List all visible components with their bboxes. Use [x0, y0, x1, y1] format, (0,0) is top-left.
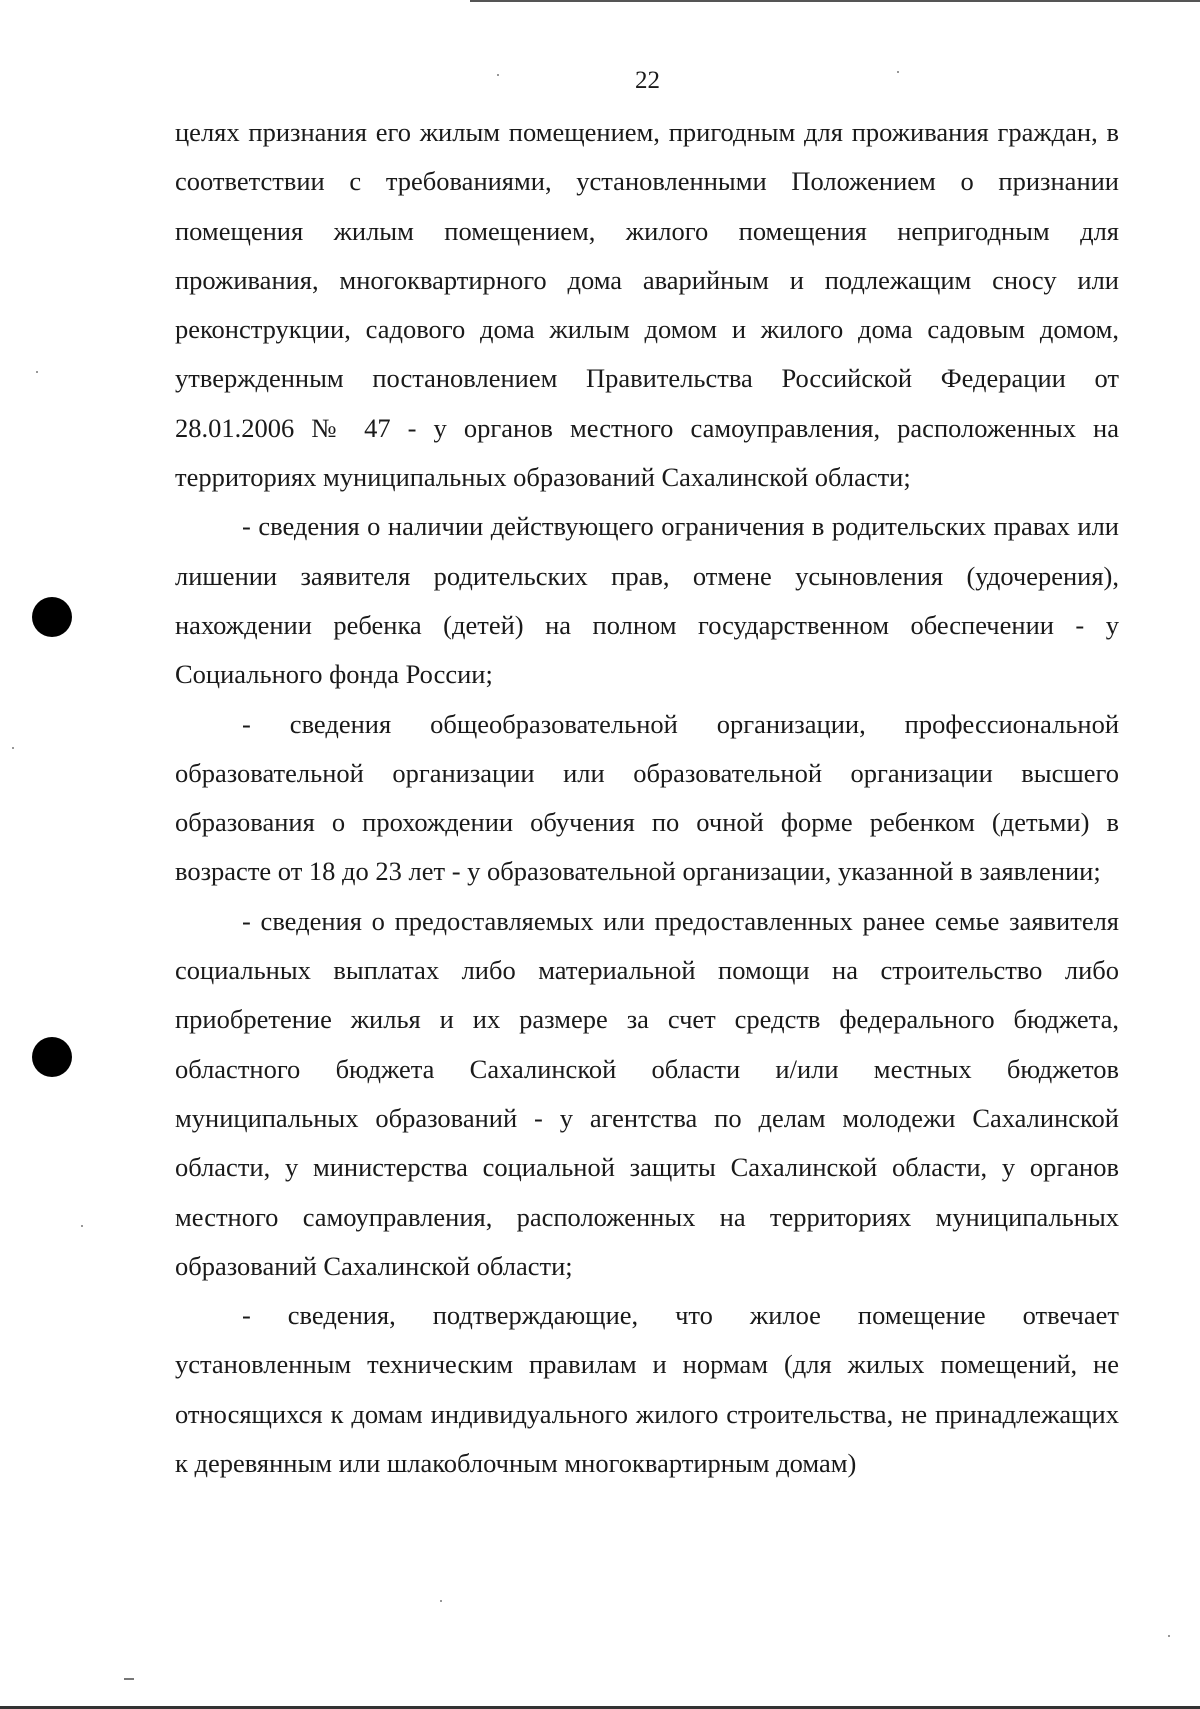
- document-body: [175, 108, 1119, 1488]
- scan-speck: [897, 71, 899, 73]
- paragraph-3: - сведения общеобразовательной организации, профессиональной образовательной организации или образовательной организации высшего образования о прохождении обучения по очной форме ребенком (детьми) в возрасте от 18 до 23 лет - у образовательной организации, указанной в заявлении;: [175, 708, 1119, 887]
- punch-hole-upper: [32, 597, 72, 637]
- scan-speck: [440, 1600, 442, 1602]
- page-number: 22: [635, 67, 660, 94]
- scan-speck: [12, 747, 14, 749]
- paragraph-2: - сведения о наличии действующего ограничения в родительских правах или лишении заявителя родительских прав, отмене усыновления (удочерения), нахождении ребенка (детей) на полном государственном обеспечении - у Социального фонда России;: [175, 511, 1119, 690]
- scan-speck: [81, 1225, 83, 1227]
- paragraph-5: - сведения, подтверждающие, что жилое помещение отвечает установленным техническим правилам и нормам (для жилых помещений, не относящихся к домам индивидуального жилого строительства, не принадлежащих к деревянным или шлакоблочным многоквартирным домам): [175, 1300, 1119, 1479]
- paragraph-1: целях признания его жилым помещением, пригодным для проживания граждан, в соответствии с требованиями, установленными Положением о признании помещения жилым помещением, жилого помещения непригодным для проживания, многоквартирного дома аварийным и подлежащим сносу или реконструкции, садового дома жилым домом и жилого дома садовым домом, утвержденным постановлением Правительства Российской Федерации от 28.01.2006 № 47 - у органов местного самоуправления, расположенных на территориях муниципальных образований Сахалинской области;: [175, 117, 1119, 493]
- scan-speck: [124, 1678, 134, 1680]
- scan-speck: [497, 74, 499, 76]
- paragraph-4: - сведения о предоставляемых или предоставленных ранее семье заявителя социальных выплатах либо материальной помощи на строительство либо приобретение жилья и их размере за счет средств федерального бюджета, областного бюджета Сахалинской области и/или местных бюджетов муниципальных образований - у агентства по делам молодежи Сахалинской области, у министерства социальной защиты Сахалинской области, у органов местного самоуправления, расположенных на территориях муниципальных образований Сахалинской области;: [175, 905, 1119, 1281]
- scan-top-edge-line: [470, 0, 1200, 2]
- scan-speck: [1168, 1635, 1170, 1637]
- punch-hole-lower: [32, 1037, 72, 1077]
- scan-speck: [36, 371, 38, 373]
